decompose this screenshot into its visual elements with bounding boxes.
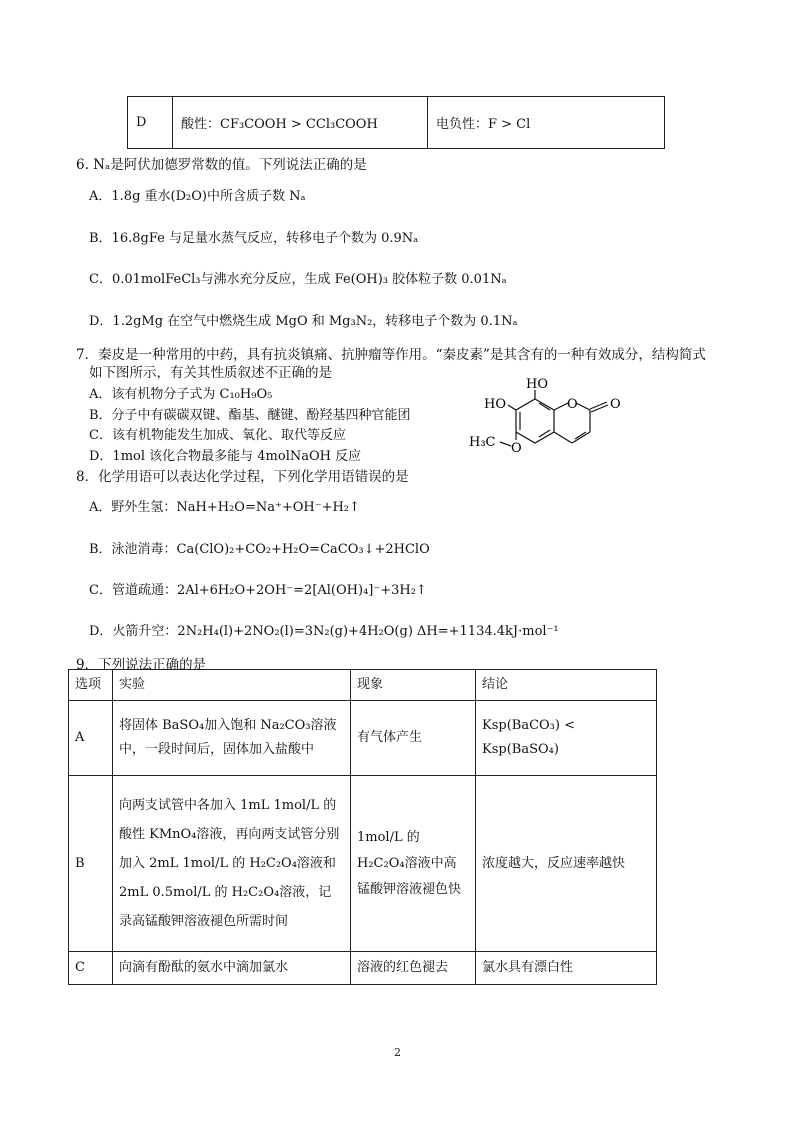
q7-option-d: D．1mol 该化合物最多能与 4molNaOH 反应 bbox=[89, 449, 362, 464]
option-cell: D bbox=[128, 97, 173, 149]
row-option: A bbox=[69, 701, 113, 776]
row-experiment: 向两支试管中各加入 1mL 1mol/L 的酸性 KMnO₄溶液，再向两支试管分别加入 2mL 1mol/L 的 H₂C₂O₄溶液和 2mL 0.5mol/L 的 H₂C₂O₄溶液，记录高锰酸钾溶液褪色所需时间 bbox=[113, 776, 351, 952]
q8-option-a: A．野外生氢：NaH+H₂O=Na⁺+OH⁻+H₂↑ bbox=[89, 500, 360, 515]
q7-option-c: C．该有机物能发生加成、氧化、取代等反应 bbox=[89, 428, 346, 443]
table-row bbox=[69, 776, 657, 952]
row-option: C bbox=[69, 952, 113, 985]
question-9-stem: 9．下列说法正确的是 bbox=[76, 657, 207, 673]
esculetin-structure-diagram bbox=[462, 372, 642, 462]
q6-option-d: D．1.2gMg 在空气中燃烧生成 MgO 和 Mg₃N₂，转移电子个数为 0.1Nₐ bbox=[89, 314, 518, 329]
structure-label-methoxy: H₃C bbox=[469, 435, 496, 450]
question-8-stem: 8．化学用语可以表达化学过程，下列化学用语错误的是 bbox=[76, 469, 409, 485]
row-option: B bbox=[69, 776, 113, 952]
structure-label-ho-left: HO bbox=[484, 397, 506, 412]
q8-option-c: C．管道疏通：2Al+6H₂O+2OH⁻=2[Al(OH)₄]⁻+3H₂↑ bbox=[89, 583, 427, 598]
header-conclusion: 结论 bbox=[476, 670, 657, 701]
row-phenomenon: 1mol/L 的 H₂C₂O₄溶液中高锰酸钾溶液褪色快 bbox=[351, 776, 476, 952]
q6-option-c: C．0.01molFeCl₃与沸水充分反应，生成 Fe(OH)₃ 胶体粒子数 0.01Nₐ bbox=[89, 272, 507, 287]
structure-label-ether-o: O bbox=[511, 441, 522, 456]
header-phenomenon: 现象 bbox=[351, 670, 476, 701]
row-conclusion: Ksp(BaCO₃) < Ksp(BaSO₄) bbox=[476, 701, 657, 776]
structure-label-carbonyl-o: O bbox=[610, 397, 621, 412]
q8-option-b: B．泳池消毒：Ca(ClO)₂+CO₂+H₂O=CaCO₃↓+2HClO bbox=[89, 542, 430, 557]
structure-label-ho-top: HO bbox=[526, 377, 548, 392]
top-table bbox=[127, 96, 665, 149]
structure-label-ring-o: O bbox=[567, 397, 578, 412]
row-conclusion: 浓度越大，反应速率越快 bbox=[476, 776, 657, 952]
table-row bbox=[69, 701, 657, 776]
table-header-row bbox=[69, 670, 657, 701]
table-row bbox=[128, 97, 665, 149]
header-option: 选项 bbox=[69, 670, 113, 701]
header-experiment: 实验 bbox=[113, 670, 351, 701]
q6-option-b: B．16.8gFe 与足量水蒸气反应，转移电子个数为 0.9Nₐ bbox=[89, 231, 419, 246]
question-7-stem-line1: 7．秦皮是一种常用的中药，具有抗炎镇痛、抗肿瘤等作用。“秦皮素”是其含有的一种有效成分，结构简式 bbox=[76, 347, 706, 363]
row-experiment: 向滴有酚酞的氨水中滴加氯水 bbox=[113, 952, 351, 985]
question-6-stem: 6. Nₐ是阿伏加德罗常数的值。下列说法正确的是 bbox=[76, 157, 367, 173]
page-number: 2 bbox=[394, 1046, 401, 1059]
content-cell: 酸性：CF₃COOH > CCl₃COOH bbox=[173, 97, 428, 149]
q7-option-a: A．该有机物分子式为 C₁₀H₉O₅ bbox=[89, 387, 273, 402]
q6-option-a: A．1.8g 重水(D₂O)中所含质子数 Nₐ bbox=[89, 189, 306, 204]
note-cell: 电负性：F > Cl bbox=[428, 97, 665, 149]
row-conclusion: 氯水具有漂白性 bbox=[476, 952, 657, 985]
question-9-table bbox=[68, 669, 657, 985]
row-experiment: 将固体 BaSO₄加入饱和 Na₂CO₃溶液中，一段时间后，固体加入盐酸中 bbox=[113, 701, 351, 776]
question-7-stem-line2: 如下图所示，有关其性质叙述不正确的是 bbox=[89, 365, 332, 381]
q7-option-b: B．分子中有碳碳双键、酯基、醚键、酚羟基四种官能团 bbox=[89, 408, 411, 423]
row-phenomenon: 有气体产生 bbox=[351, 701, 476, 776]
q8-option-d: D．火箭升空：2N₂H₄(l)+2NO₂(l)=3N₂(g)+4H₂O(g) ΔH=+1134.4kJ·mol⁻¹ bbox=[89, 624, 559, 639]
row-phenomenon: 溶液的红色褪去 bbox=[351, 952, 476, 985]
table-row bbox=[69, 952, 657, 985]
